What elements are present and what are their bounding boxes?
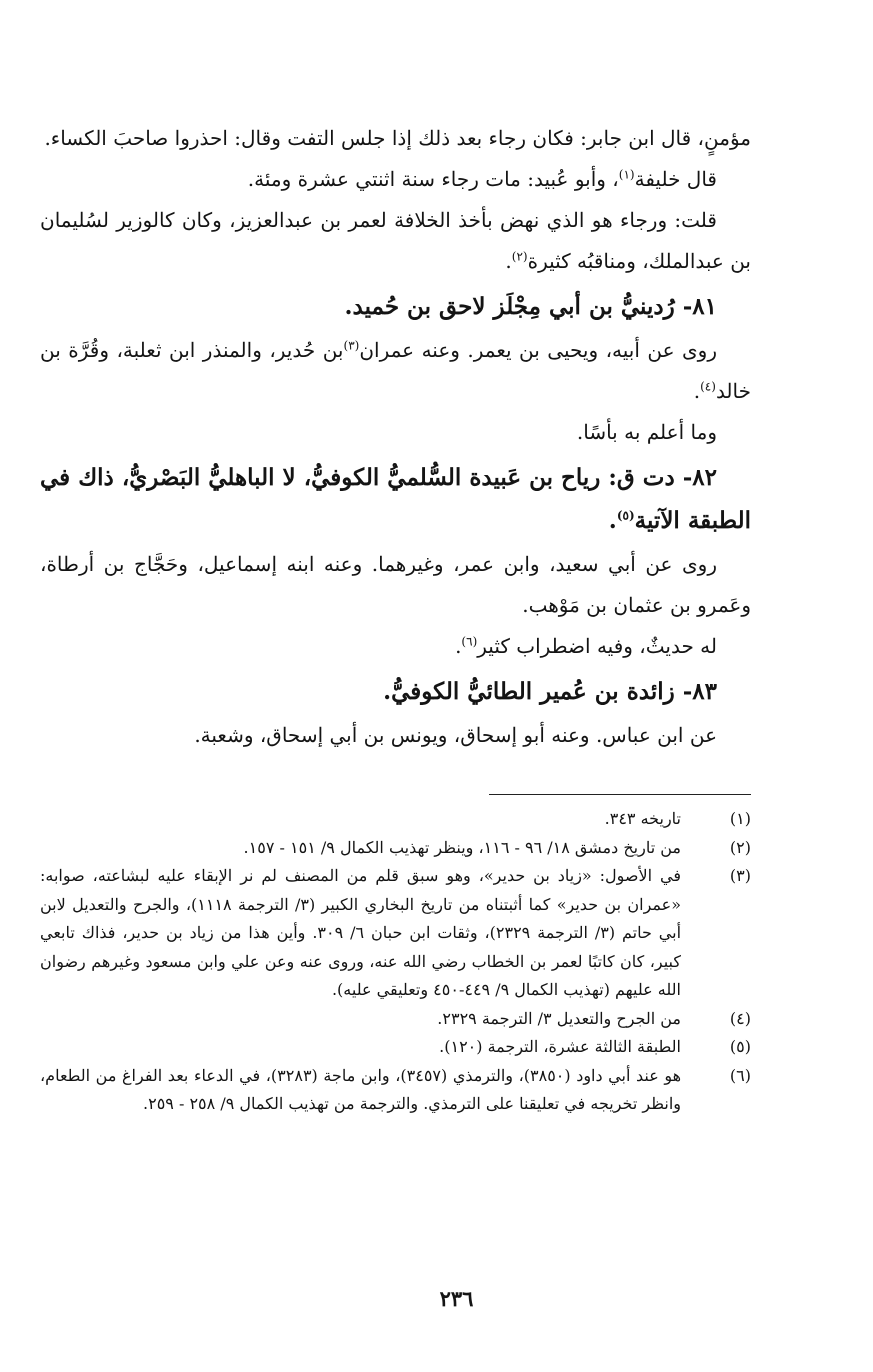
footnote-5 (40, 1033, 751, 1062)
paragraph-4 (40, 330, 751, 412)
footnote-ref-6[interactable]: (٦) (461, 634, 478, 649)
footnote-number: (١) (729, 809, 751, 828)
paragraph-7 (40, 626, 751, 667)
footnote-1 (40, 805, 751, 834)
footnote-ref-5[interactable]: (٥) (616, 508, 635, 523)
footnote-text: من تاريخ دمشق ١٨/ ٩٦ - ١١٦، وينظر تهذيب الكمال ٩/ ١٥١ - ١٥٧. (243, 837, 681, 857)
paragraph-3 (40, 200, 751, 282)
paragraph-text: وما أعلم به بأسًا. (576, 420, 717, 444)
footnote-ref-1[interactable]: (١) (618, 167, 635, 182)
entry-heading-82 (40, 456, 751, 542)
entry-heading-83 (40, 670, 751, 713)
paragraph-8 (40, 715, 751, 756)
footnote-separator-wrap (40, 756, 751, 805)
footnote-ref-2[interactable]: (٢) (511, 249, 528, 264)
paragraph-text: قلت: ورجاء هو الذي نهض بأخذ الخلافة لعمر بن عبدالعزيز، وكان كالوزير لسُليمان بن عبدالملك، ومناقبُه كثيرة (40, 208, 751, 273)
paragraph-1 (40, 118, 751, 159)
footnote-6 (40, 1062, 751, 1119)
paragraph-6 (40, 544, 751, 626)
footnote-number: (٥) (729, 1037, 751, 1056)
paragraph-text: قال خليفة (634, 167, 717, 191)
footnote-text: الطبقة الثالثة عشرة، الترجمة (١٢٠). (439, 1037, 681, 1056)
paragraph-text: . (455, 634, 462, 658)
page-number: ٢٣٦ (439, 1286, 474, 1311)
footnote-2 (40, 834, 751, 863)
entry-heading-text: ٨٣- زائدة بن عُمير الطائيُّ الكوفيُّ. (383, 678, 717, 705)
footnote-text: تاريخه ٣٤٣. (604, 809, 681, 828)
paragraph-text: مؤمنٍ، قال ابن جابر: فكان رجاء بعد ذلك إذا جلس التفت وقال: احذروا صاحبَ الكساء. (44, 126, 751, 150)
footnote-4 (40, 1005, 751, 1034)
footnote-text: من الجرح والتعديل ٣/ الترجمة ٢٣٢٩. (437, 1008, 681, 1028)
paragraph-5 (40, 412, 751, 453)
footnote-3 (40, 862, 751, 1005)
paragraph-text: عن ابن عباس. وعنه أبو إسحاق، ويونس بن أبي إسحاق، وشعبة. (194, 723, 717, 747)
footnote-number: (٦) (729, 1065, 751, 1085)
footnotes (40, 805, 751, 1119)
paragraph-2 (40, 159, 751, 200)
footnote-separator (489, 794, 751, 795)
footnote-text: في الأصول: «زياد بن حدير»، وهو سبق قلم من المصنف لم نر الإبقاء عليه لبشاعته، صوابه: «عمران بن حدير» كما أثبتناه من تاريخ البخاري الكبير (٣/ الترجمة ١١١٨)، والجرح والتعديل لابن أبي حاتم (٣/ الترجمة ٢٣٢٩)، وثقات ابن حبان ٦/ ٣٠٩. وأين هذا من زياد بن حدير، فذاك تابعي كبير، كان كاتبًا لعمر بن الخطاب رضي الله عنه، وروى عنه وعن علي وابن مسعود وغيرهم رضوان الله عليهم (تهذيب الكمال ٩/ ٤٤٩-٤٥٠ وتعليقي عليه). (40, 866, 682, 999)
entry-heading-text: . (608, 507, 617, 534)
paragraph-text: ، وأبو عُبيد: مات رجاء سنة اثنتي عشرة ومئة. (247, 167, 619, 191)
footnote-number: (٢) (729, 837, 751, 857)
paragraph-text: روى عن أبي سعيد، وابن عمر، وغيرهما. وعنه ابنه إسماعيل، وحَجَّاج بن أرطاة، وعَمرو بن عثمان بن مَوْهب. (40, 552, 751, 617)
paragraph-text: . (505, 249, 512, 273)
paragraph-text: . (693, 379, 701, 403)
paragraph-text: بن حُدير، والمنذر ابن ثعلبة، وقُرَّة بن خالد (40, 338, 751, 403)
footnote-number: (٤) (729, 1008, 751, 1028)
entry-heading-text: ٨٢- دت ق: رياح بن عَبيدة السُّلميُّ الكوفيُّ، لا الباهليُّ البَصْريُّ، ذاك في الطبقة الآتية (40, 464, 751, 534)
entry-heading-81 (40, 285, 751, 328)
entry-heading-text: ٨١- رُدينيُّ بن أبي مِجْلَز لاحق بن حُميد. (344, 293, 717, 320)
footnote-ref-3[interactable]: (٣) (343, 338, 360, 353)
footnote-ref-4[interactable]: (٤) (700, 379, 716, 394)
paragraph-text: له حديثٌ، وفيه اضطراب كثير (477, 634, 717, 658)
footnote-number: (٣) (729, 866, 751, 885)
paragraph-text: روى عن أبيه، ويحيى بن يعمر. وعنه عمران (359, 338, 717, 362)
footnote-text: هو عند أبي داود (٣٨٥٠)، والترمذي (٣٤٥٧)، وابن ماجة (٣٢٨٣)، في الدعاء بعد الفراغ من الطعام، وانظر تخريجه في تعليقنا على الترمذي. والترجمة من تهذيب الكمال ٩/ ٢٥٨ - ٢٥٩. (40, 1065, 682, 1113)
